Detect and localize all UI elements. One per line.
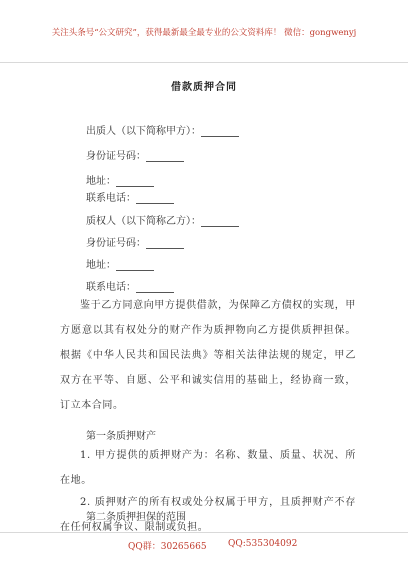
article1-item2: 2. 质押财产的所有权或处分权属于甲方，且质押财产不存在任何权属争议、限制或负担。 — [60, 497, 356, 533]
pledgor-address-line — [86, 172, 154, 187]
pledgor-id-label: 身份证号码： — [86, 151, 146, 162]
pledgor-address-blank — [116, 175, 154, 187]
pledgor-phone-label: 联系电话： — [86, 193, 136, 204]
article1-heading: 第一条质押财产 — [86, 431, 156, 442]
header-notice: 关注头条号“公文研究”，获得最新最全最专业的公文资料库！ 微信：gongwenyj — [51, 28, 357, 38]
pledgee-phone-line — [86, 278, 174, 293]
pledgee-name-label: 质权人（以下简称乙方）： — [86, 216, 201, 227]
pledgee-name-blank — [201, 215, 239, 227]
pledgor-address-label: 地址： — [86, 176, 116, 187]
pledgee-name-line — [86, 212, 239, 227]
pledgor-name-label: 出质人（以下简称甲方）： — [86, 126, 201, 137]
pledgee-address-blank — [116, 259, 154, 271]
page-header — [0, 0, 408, 63]
document-title: 借款质押合同 — [171, 82, 237, 93]
pledgor-name-line — [86, 122, 239, 137]
pledgee-phone-label: 联系电话： — [86, 282, 136, 293]
preamble-paragraph: 鉴于乙方同意向甲方提供借款，为保障乙方债权的实现，甲方愿意以其有权处分的财产作为质押物向乙方提供质押担保。根据《中华人民共和国民法典》等相关法律法规的规定，甲乙双方在平等、自愿、公平和诚实信用的基础上，经协商一致，订立本合同。 — [60, 300, 356, 411]
footer-qq-group: QQ群：30265665 — [128, 542, 207, 552]
pledgee-phone-blank — [136, 281, 174, 293]
pledgor-id-blank — [146, 150, 184, 162]
pledgee-id-line — [86, 234, 184, 249]
footer-qq-number: QQ:535304092 — [228, 539, 298, 549]
page-footer — [0, 532, 408, 581]
pledgee-id-label: 身份证号码： — [86, 238, 146, 249]
pledgee-address-label: 地址： — [86, 260, 116, 271]
pledgor-name-blank — [201, 125, 239, 137]
pledgor-phone-line — [86, 189, 174, 204]
article2-heading: 第二条质押担保的范围 — [86, 512, 186, 523]
pledgor-phone-blank — [136, 192, 174, 204]
pledgee-id-blank — [146, 237, 184, 249]
pledgee-address-line — [86, 256, 154, 271]
pledgor-id-line — [86, 147, 184, 162]
article1-item1: 1. 甲方提供的质押财产为：名称、数量、质量、状况、所在地。 — [60, 450, 356, 486]
